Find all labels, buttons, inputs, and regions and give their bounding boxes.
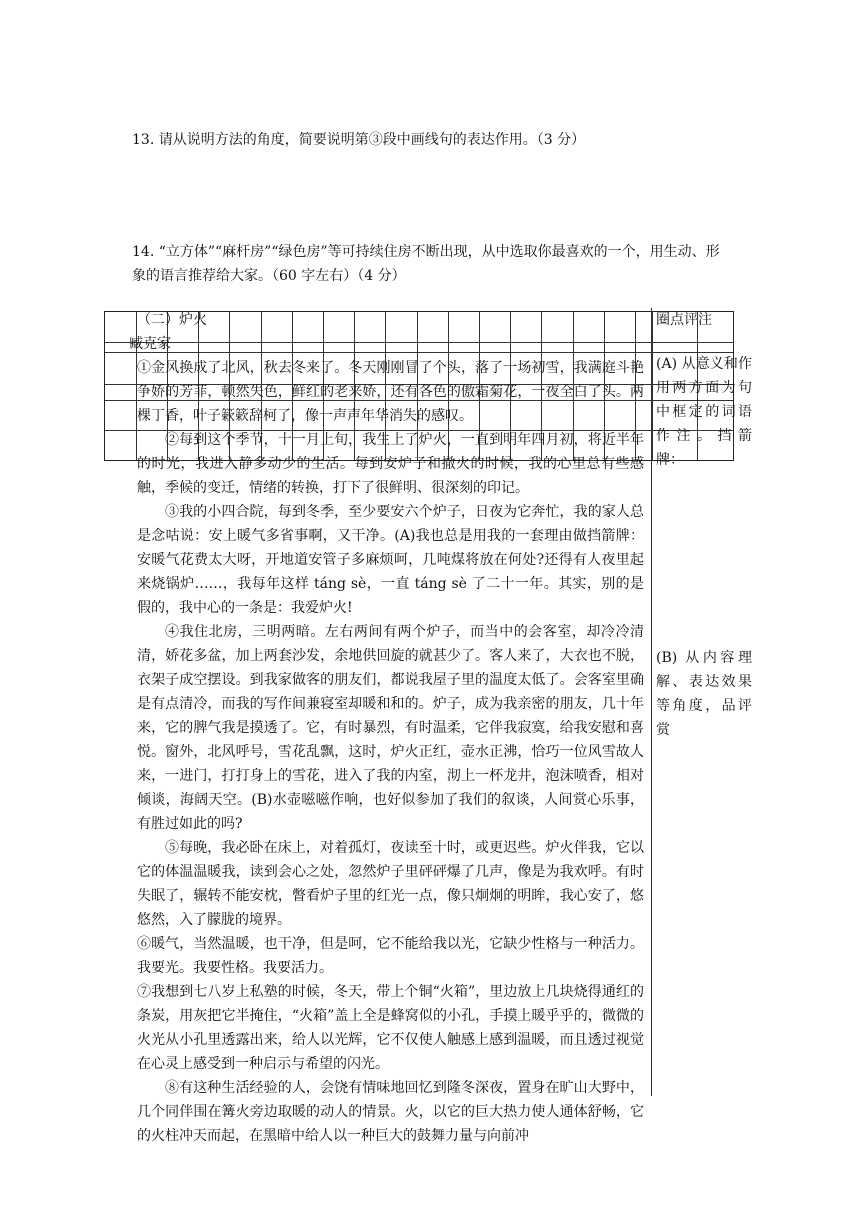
column-divider: [651, 308, 652, 1096]
annotation-b: (B) 从内容理解、表达效果等角度，品评赏: [656, 650, 752, 738]
paragraph-4: ④我住北房，三明两暗。左右两间有两个炉子，而当中的会客室，却冷冷清清，娇花多盆，加上两套沙发，余地供回旋的就甚少了。客人来了，大衣也不脱，衣架子成空摆设。到我家做客的朋友们，都说我屋子里的温度太低了。会客室里确是有点清冷，而我的写作间兼寝室却暖和和的。炉子，成为我亲密的朋友，几十年来，它的脾气我是摸透了。它，有时暴烈，有时温柔，它伴我寂寞，给我安慰和喜悦。窗外，北风呼号，雪花乱飘，这时，炉火正红，壶水正沸，恰巧一位风雪故人来，一进门，打打身上的雪花，进入了我的内室，沏上一杯龙井，泡沫喷香，相对倾谈，海阔天空。(B)水壶嗞嗞作响，也好似参加了我们的叙谈，人间赏心乐事，有胜过如此的吗?: [137, 624, 644, 832]
paragraph-2: ②每到这个季节，十一月上旬，我生上了炉火，一直到明年四月初，将近半年的时光，我进入静多动少的生活。每到安炉子和撤火的时候，我的心里总有些感触，季候的变迁，情绪的转换，打下了很鲜明、很深刻的印记。: [137, 432, 644, 496]
paragraph-8: ⑧有这种生活经验的人，会饶有情味地回忆到隆冬深夜，置身在旷山大野中，几个同伴围在篝火旁边取暖的动人的情景。火，以它的巨大热力使人通体舒畅，它的火柱冲天而起，在黑暗中给人以一种巨大的鼓舞力量与向前冲: [137, 1080, 644, 1144]
article: [129, 308, 644, 1148]
article-author: 臧克家: [129, 336, 171, 352]
paragraph-5: ⑤每晚，我必卧在床上，对着孤灯，夜读至十时，或更迟些。炉火伴我，它以它的体温温暖我，读到会心之处，忽然炉子里砰砰爆了几声，像是为我欢呼。有时失眠了，辗转不能安枕，瞥看炉子里的红光一点，像只炯炯的明眸，我心安了，悠悠然，入了朦胧的境界。: [137, 840, 644, 928]
paragraph-3: ③我的小四合院，每到冬季，至少要安六个炉子，日夜为它奔忙，我的家人总是念咕说：安上暖气多省事啊，又干净。(A)我也总是用我的一套理由做挡箭牌：安暖气花费太大呀，开地道安管子多麻烦呵，几吨煤将放在何处?还得有人夜里起来烧锅炉……，我每年这样 táng sè，一直 táng sè 了二十一年。其实，别的是假的，我中心的一条是：我爱炉火!: [137, 504, 644, 616]
question-13: 13. 请从说明方法的角度，简要说明第③段中画线句的表达作用。（3 分）: [132, 132, 586, 148]
article-title: （二）炉火: [137, 312, 207, 328]
annotation-a: (A) 从意义和作用两方面为句中框定的词语作注。挡箭牌：: [656, 356, 752, 468]
paragraph-6: ⑥暖气，当然温暖，也干净，但是呵，它不能给我以光，它缺少性格与一种活力。我要光。我要性格。我要活力。: [137, 936, 644, 976]
annotation-header: 圈点评注: [656, 312, 712, 328]
paragraph-1: ①金风换成了北风，秋去冬来了。冬天刚刚冒了个头，落了一场初雪，我满庭斗艳争娇的芳菲，顿然失色，鲜红的老来娇，还有各色的傲霜菊花，一夜全白了头。两棵丁香，叶子簌簌辞柯了，像一声声年华消失的感叹。: [137, 360, 644, 424]
paragraph-7: ⑦我想到七八岁上私塾的时候，冬天，带上个铜“火箱”，里边放上几块烧得通红的条炭，用灰把它半掩住，“火箱”盖上全是蜂窝似的小孔，手摸上暖乎乎的，微微的火光从小孔里透露出来，给人以光辉，它不仅使人触感上感到温暖，而且透过视觉在心灵上感受到一种启示与希望的闪光。: [137, 984, 644, 1072]
question-14: 14. “立方体”“麻杆房”“绿色房”等可持续住房不断出现，从中选取你最喜欢的一个，用生动、形象的语言推荐给大家。（60 字左右）（4 分）: [132, 244, 720, 284]
